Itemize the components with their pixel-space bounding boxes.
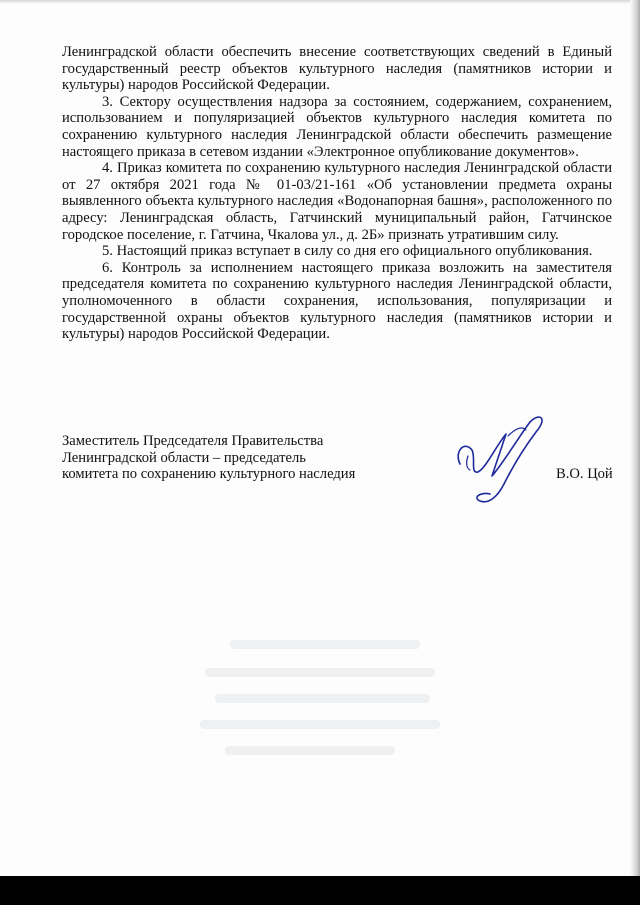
paragraph-item-4: 4. Приказ комитета по сохранению культурного наследия Ленинградской области от 27 октября 2021 года № 01-03/21-161 «Об установлении предмета охраны выявленного объекта культурного наследия «Водонапорная башня», расположенного по адресу: Ленинградская область, Гатчинский муниципальный район, Гатчинское городское поселение, г. Гатчина, Чкалова ул., д. 2Б» признать утратившим силу. <box>62 160 612 243</box>
position-line-1: Заместитель Председателя Правительства <box>62 433 324 449</box>
scan-top-edge <box>0 0 640 4</box>
position-line-3: комитета по сохранению культурного наследия <box>62 466 356 483</box>
paragraph-item-6: 6. Контроль за исполнением настоящего приказа возложить на заместителя председателя комитета по сохранению культурного наследия Ленинградской области, уполномоченного в области сохранения, использования, популяризации и государственной охраны объектов культурного наследия (памятников истории и культуры) народов Российской Федерации. <box>62 259 612 343</box>
signer-name: В.О. Цой <box>556 466 613 482</box>
bleed-through-mark <box>205 668 435 677</box>
scan-right-edge <box>630 0 640 905</box>
document-body <box>62 44 612 343</box>
paragraph-continuation: Ленинградской области обеспечить внесение соответствующих сведений в Единый государственный реестр объектов культурного наследия (памятников истории и культуры) народов Российской Федерации. <box>62 44 612 94</box>
signatory-position <box>62 433 355 483</box>
paragraph-item-3: 3. Сектору осуществления надзора за состоянием, содержанием, сохранением, использованием и популяризацией объектов культурного наследия комитета по сохранению культурного наследия Ленинградской области обеспечить размещение настоящего приказа в сетевом издании «Электронное опубликование документов». <box>62 93 612 160</box>
bleed-through-mark <box>225 746 395 755</box>
bleed-through-mark <box>215 694 430 703</box>
bleed-through-mark <box>230 640 420 649</box>
paragraph-item-5: 5. Настоящий приказ вступает в силу со дня его официального опубликования. <box>102 243 593 260</box>
bleed-through-mark <box>200 720 440 729</box>
handwritten-signature <box>448 412 558 512</box>
position-line-2: Ленинградской области – председатель <box>62 449 306 466</box>
scan-bottom-border <box>0 876 640 905</box>
